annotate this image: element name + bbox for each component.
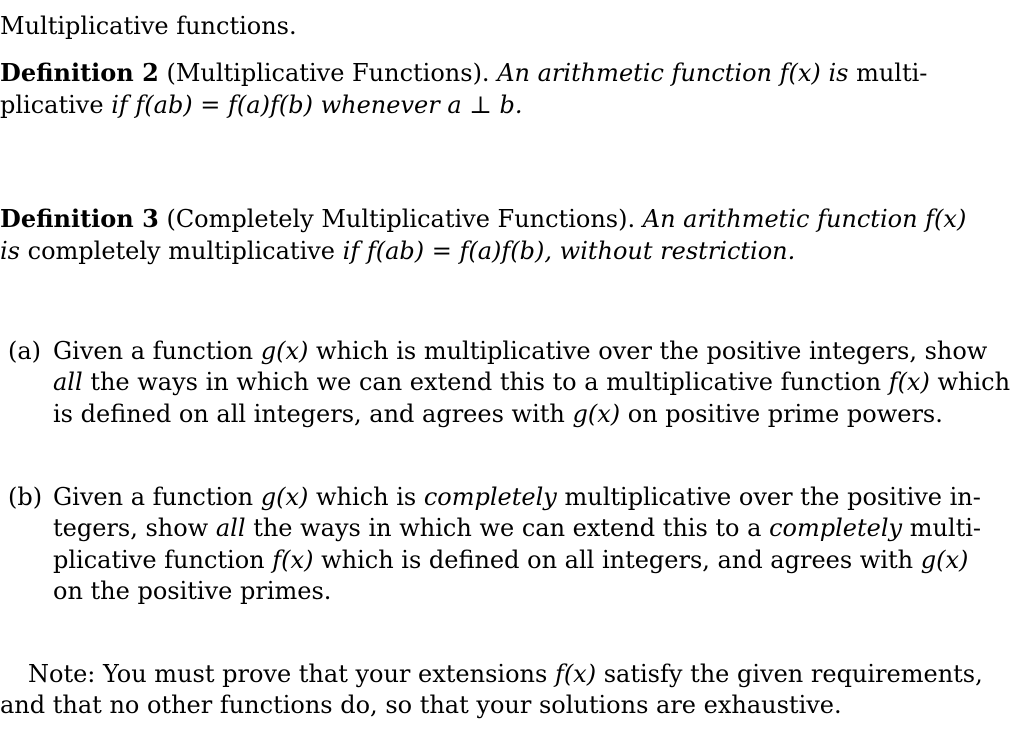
part-a-all: all [53, 368, 83, 396]
note-text: and that no other functions do, so that your solutions are exhaustive. [0, 691, 842, 719]
part-a-fx: f(x) [888, 368, 930, 396]
definition-3-equation: f(ab) = f(a)f(b), [366, 237, 553, 265]
definition-2-fx: f(x) [779, 59, 821, 87]
part-b-fx: f(x) [272, 546, 314, 574]
definition-2-text: An arithmetic function [497, 59, 772, 87]
part-b-gx: g(x) [260, 483, 309, 511]
part-a-text: which [937, 368, 1011, 396]
note-fx: f(x) [554, 660, 597, 688]
part-b-all: all [215, 514, 246, 542]
part-b-line-1 [53, 481, 981, 513]
definition-3-fx: f(x) [925, 205, 967, 233]
part-b-text: plicative function [53, 546, 265, 574]
definition-3-line-2 [0, 235, 795, 267]
part-a-text: on positive prime powers. [627, 400, 943, 428]
definition-2-title: (Multiplicative Functions). [166, 59, 490, 87]
part-a-line-3 [53, 398, 943, 430]
part-b-text: the ways in which we can extend this to a [253, 514, 762, 542]
note-line-2 [0, 689, 842, 721]
note-text: satisfy the given requirements, [603, 660, 983, 688]
part-b-line-4 [53, 575, 331, 607]
part-a-gx: g(x) [260, 337, 309, 365]
definition-3-text: An arithmetic function [642, 205, 918, 233]
definition-2-line-1 [0, 57, 927, 89]
heading-text: Multiplicative functions. [0, 12, 297, 40]
part-b-text: tegers, show [53, 514, 209, 542]
definition-3-tail: without restriction. [559, 237, 796, 265]
page-heading [0, 10, 297, 42]
part-b-text: multi- [909, 514, 982, 542]
part-b-text: on the positive primes. [53, 577, 332, 605]
part-b-completely: completely [423, 483, 557, 511]
definition-2-multi: multi- [856, 59, 928, 87]
part-a-text: which is multiplicative over the positive integers, show [316, 337, 988, 365]
part-b-line-3 [53, 544, 968, 576]
definition-2-is: is [828, 59, 849, 87]
part-a-line-1 [53, 335, 987, 367]
part-b-line-2 [53, 512, 981, 544]
definition-2-label: Definition 2 [0, 58, 159, 87]
definition-3-is: is [0, 237, 20, 265]
definition-2-if: if [111, 91, 128, 119]
part-b-label: (b) [8, 483, 43, 511]
part-a-text: Given a function [53, 337, 254, 365]
definition-2-condition: a ⊥ b. [447, 91, 523, 119]
part-b-text: which is defined on all integers, and agrees with [321, 546, 914, 574]
part-a-label: (a) [8, 337, 42, 365]
part-a-gx: g(x) [572, 400, 621, 428]
definition-3-title: (Completely Multiplicative Functions). [166, 205, 636, 233]
definition-3-completely: completely multiplicative [27, 237, 335, 265]
note-text: Note: You must prove that your extensions [28, 660, 548, 688]
definition-3-line-1 [0, 203, 966, 235]
part-b-completely: completely [769, 514, 903, 542]
definition-3-label: Definition 3 [0, 204, 159, 233]
note-line-1 [28, 658, 983, 690]
part-b-gx: g(x) [920, 546, 969, 574]
part-a-text: the ways in which we can extend this to a multiplicative function [90, 368, 882, 396]
definition-2-whenever: whenever [320, 91, 440, 119]
part-b-text: Given a function [53, 483, 254, 511]
part-b-text: which is [316, 483, 417, 511]
definition-2-equation: f(ab) = f(a)f(b) [135, 91, 313, 119]
definition-3-if: if [342, 237, 360, 265]
part-b-text: multiplicative over the positive in- [564, 483, 981, 511]
definition-2-plicative: plicative [0, 91, 104, 119]
part-a-line-2 [53, 366, 1010, 398]
definition-2-line-2 [0, 89, 522, 121]
part-a-text: is defined on all integers, and agrees with [53, 400, 565, 428]
